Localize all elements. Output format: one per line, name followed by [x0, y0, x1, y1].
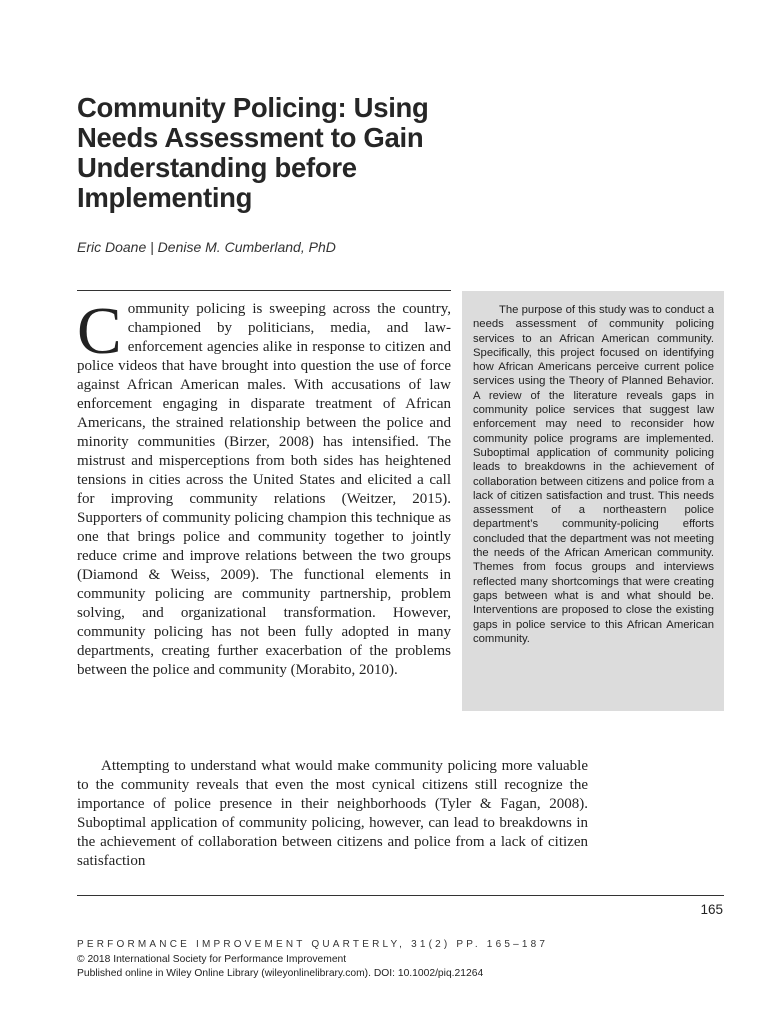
- drop-cap: C: [77, 294, 122, 368]
- page-number: 165: [700, 902, 723, 917]
- body-paragraph-2: Attempting to understand what would make community policing more valuable to the community reveals that even the most cynical citizens still recognize the importance of police presence in their neighborhoods (Tyler & Fagan, 2008). Suboptimal application of community policing, however, can lead to breakdowns in the achievement of collaboration between citizens and police from a lack of citizen satisfaction: [77, 758, 588, 869]
- abstract-box: [462, 291, 724, 711]
- publication-line: Published online in Wiley Online Library (wileyonlinelibrary.com). DOI: 10.1002/piq.21264: [77, 968, 484, 979]
- footer-divider: [77, 895, 724, 896]
- body-paragraph-1: [77, 294, 451, 680]
- copyright-line: © 2018 International Society for Performance Improvement: [77, 954, 347, 965]
- body-paragraph-1-text: ommunity policing is sweeping across the country, championed by politicians, media, and law-enforcement agencies alike in response to citizen and police videos that have brought into question the use of force against African American males. With accusations of law enforcement engaging in disparate treatment of African Americans, the strained relationship between the police and minority communities (Birzer, 2008) has intensified. The mistrust and misperceptions from both sides has heightened tensions in cities across the United States and elicited a call for improving community relations (Weitzer, 2015). Supporters of community policing champion this technique as one that brings police and community together to jointly reduce crime and improve relations between the two groups (Diamond & Weiss, 2009). The functional elements in community policing are community partnership, problem solving, and organizational transformation. However, community policing has not been fully adopted in many departments, creating further exacerbation of the problems between the police and community (Morabito, 2010).: [77, 301, 451, 678]
- journal-citation: PERFORMANCE IMPROVEMENT QUARTERLY, 31(2) PP. 165–187: [77, 939, 549, 950]
- top-divider: [77, 290, 451, 291]
- author-line: Eric Doane | Denise M. Cumberland, PhD: [77, 239, 336, 255]
- article-title: Community Policing: Using Needs Assessment to Gain Understanding before Implementing: [77, 92, 429, 213]
- abstract-text: The purpose of this study was to conduct a needs assessment of community policing services to an African American community. Specifically, this project focused on identifying how African Americans perceive current police services using the Theory of Planned Behavior. A review of the literature reveals gaps in community police services that suggest law enforcement may need to reconsider how community police programs are implemented. Suboptimal application of community policing leads to breakdowns in the achievement of collaboration between citizens and police from a lack of citizen satisfaction and trust. This needs assessment of a northeastern police department’s community-policing efforts concluded that the department was not meeting the needs of the African American community. Themes from focus groups and interviews reflected many shortcomings that were creating gaps between what is and what should be. Interventions are proposed to close the existing gaps in police service to this African American community.: [473, 304, 714, 645]
